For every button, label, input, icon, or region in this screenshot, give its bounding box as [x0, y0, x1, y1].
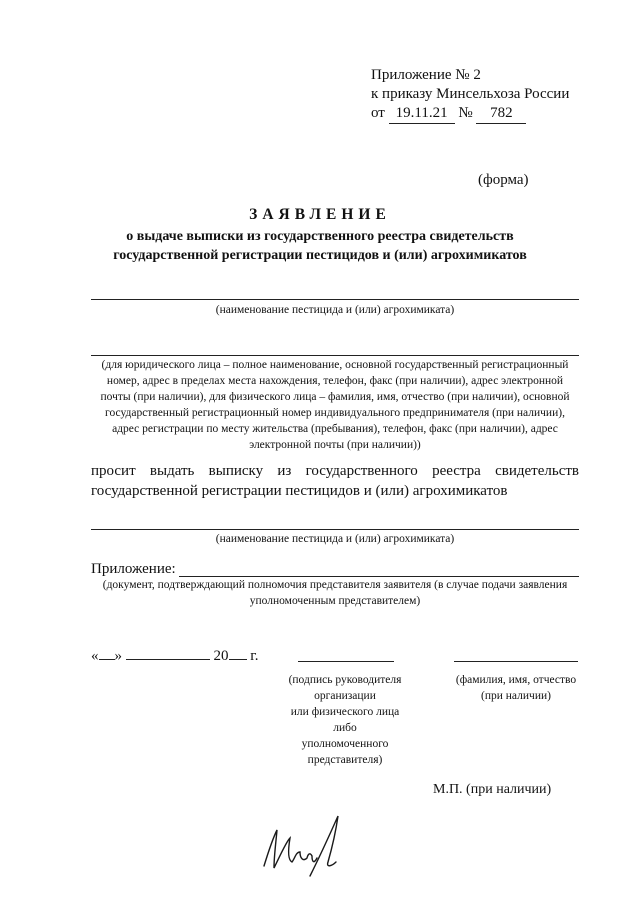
- appendix-number: Приложение № 2: [371, 67, 481, 83]
- applicant-caption-line-4: государственный регистрационный номер индивидуального предпринимателя (при наличии),: [105, 407, 565, 419]
- year-prefix: 20: [213, 648, 229, 664]
- appendix-header: [371, 66, 611, 124]
- document-subtitle: [60, 227, 580, 265]
- stamp-label: М.П. (при наличии): [433, 782, 552, 797]
- attachment-caption-line-2: уполномоченным представителем): [249, 595, 421, 607]
- quote-open: «: [91, 648, 99, 664]
- signature-caption: [270, 672, 420, 768]
- order-date: 19.11.21: [389, 104, 455, 124]
- appendix-date-line: [371, 104, 611, 124]
- applicant-caption-line-5: адрес регистрации по месту жительства (пребывания), телефон, факс (при наличии), адрес: [112, 423, 558, 435]
- form-marker: (форма): [478, 172, 529, 188]
- applicant-caption-line-1: (для юридического лица – полное наименование, основной государственный регистрационный: [101, 359, 569, 371]
- handwritten-signature-image: [250, 808, 360, 878]
- fullname-caption: [448, 672, 584, 704]
- appendix-order-ref: к приказу Минсельхоза России: [371, 86, 570, 102]
- document-title: ЗАЯВЛЕНИЕ: [249, 206, 391, 223]
- order-number: 782: [476, 104, 526, 124]
- signature-caption-line-1: (подпись руководителя: [288, 674, 402, 686]
- applicant-caption-line-3: почты (при наличии), для физического лица – фамилия, имя, отчество (при наличии), основной: [100, 391, 570, 403]
- fullname-caption-line-1: (фамилия, имя, отчество: [455, 674, 577, 686]
- year-field[interactable]: [229, 659, 247, 660]
- from-label: от: [371, 105, 385, 121]
- signature-caption-line-4: либо: [333, 722, 357, 734]
- applicant-caption-line-2: номер, адрес в пределах места нахождения, телефон, факс (при наличии), адрес электронной: [106, 375, 564, 387]
- fullname-field-line[interactable]: [454, 661, 578, 662]
- applicant-field-line[interactable]: [91, 355, 579, 356]
- signature-caption-line-2: организации: [314, 690, 376, 702]
- attachment-caption-line-1: (документ, подтверждающий полномочия представителя заявителя (в случае подачи заявления: [102, 579, 568, 591]
- day-field[interactable]: [99, 659, 115, 660]
- signature-caption-line-5: уполномоченного: [301, 738, 389, 750]
- pesticide-name-caption: (наименование пестицида и (или) агрохимиката): [215, 304, 455, 316]
- request-body: [91, 461, 579, 501]
- fullname-caption-line-2: (при наличии): [481, 690, 551, 702]
- signature-caption-line-6: представителя): [307, 754, 383, 766]
- subtitle-line-1: о выдаче выписки из государственного реестра свидетельств: [126, 229, 514, 244]
- quote-close: »: [114, 648, 122, 664]
- pesticide-name-caption-2: (наименование пестицида и (или) агрохимиката): [215, 533, 455, 545]
- month-field[interactable]: [126, 659, 210, 660]
- applicant-caption-line-6: электронной почты (при наличии)): [249, 439, 421, 451]
- attachment-label: Приложение:: [91, 561, 176, 577]
- applicant-caption: [91, 357, 579, 453]
- signature-caption-line-3: или физического лица: [290, 706, 400, 718]
- pesticide-name-field-line[interactable]: [91, 299, 579, 300]
- number-label: №: [458, 105, 473, 121]
- signature-field-line[interactable]: [298, 661, 394, 662]
- date-line: [91, 648, 258, 665]
- pesticide-name-field-line-2[interactable]: [91, 529, 579, 530]
- request-line-2: государственной регистрации пестицидов и (или) агрохимикатов: [91, 483, 508, 499]
- subtitle-line-2: государственной регистрации пестицидов и (или) агрохимикатов: [113, 248, 527, 263]
- year-suffix: г.: [250, 648, 259, 664]
- request-line-1: просит выдать выписку из государственного реестра свидетельств: [91, 463, 579, 479]
- attachment-caption: [91, 577, 579, 609]
